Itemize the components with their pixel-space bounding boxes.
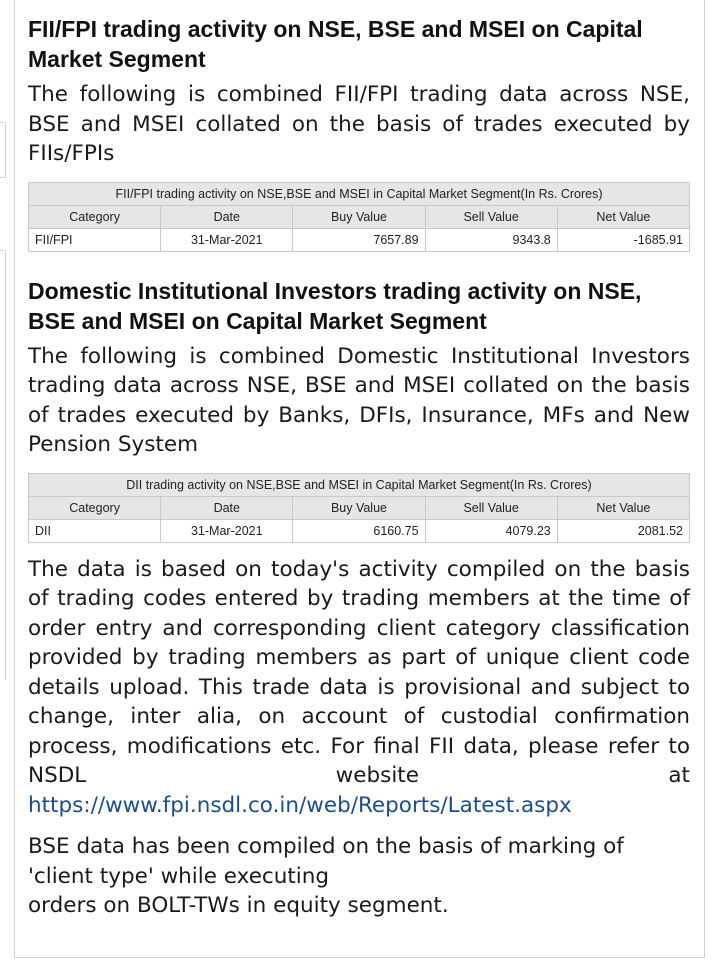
- fii-cell-buy: 7657.89: [293, 228, 425, 251]
- fii-col-net: Net Value: [557, 205, 689, 228]
- dii-col-sell: Sell Value: [425, 496, 557, 519]
- dii-col-buy: Buy Value: [293, 496, 425, 519]
- left-edge-marker: [0, 122, 6, 178]
- dii-table-title: DII trading activity on NSE,BSE and MSEI in Capital Market Segment(In Rs. Crores): [29, 473, 690, 496]
- table-row: [29, 519, 690, 542]
- bse-note: [28, 832, 690, 921]
- fii-cell-date: 31-Mar-2021: [161, 228, 293, 251]
- fii-cell-category: FII/FPI: [29, 228, 161, 251]
- dii-intro: The following is combined Domestic Institutional Investors trading data across NSE, BSE and MSEI collated on the basis of trades executed by Banks, DFIs, Insurance, MFs and New Pension System: [28, 343, 690, 457]
- page-content: [28, 14, 690, 921]
- left-edge-marker-lower: [0, 250, 6, 680]
- dii-table: [28, 473, 690, 543]
- dii-heading: Domestic Institutional Investors trading activity on NSE, BSE and MSEI on Capital Market Segment: [28, 277, 642, 334]
- bse-note-line1: BSE data has been compiled on the basis of marking of 'client type' while executing: [28, 834, 624, 889]
- disclaimer-paragraph: [28, 555, 690, 821]
- dii-col-net: Net Value: [557, 496, 689, 519]
- bse-note-line2: orders on BOLT-TWs in equity segment.: [28, 893, 449, 918]
- fii-heading: FII/FPI trading activity on NSE, BSE and MSEI on Capital Market Segment: [28, 16, 643, 72]
- dii-cell-sell: 4079.23: [425, 519, 557, 542]
- fii-table-title: FII/FPI trading activity on NSE,BSE and MSEI in Capital Market Segment(In Rs. Crores): [29, 182, 690, 205]
- fii-col-category: Category: [29, 205, 161, 228]
- fii-col-buy: Buy Value: [293, 205, 425, 228]
- table-row: [29, 228, 690, 251]
- dii-cell-date: 31-Mar-2021: [161, 519, 293, 542]
- fii-col-date: Date: [161, 205, 293, 228]
- fii-intro: The following is combined FII/FPI trading data across NSE, BSE and MSEI collated on the basis of trades executed by FIIs/FPIs: [28, 82, 690, 166]
- dii-cell-category: DII: [29, 519, 161, 542]
- dii-col-category: Category: [29, 496, 161, 519]
- nsdl-link[interactable]: https://www.fpi.nsdl.co.in/web/Reports/Latest.aspx: [28, 792, 572, 818]
- dii-cell-buy: 6160.75: [293, 519, 425, 542]
- dii-cell-net: 2081.52: [557, 519, 689, 542]
- fii-cell-sell: 9343.8: [425, 228, 557, 251]
- dii-col-date: Date: [161, 496, 293, 519]
- fii-col-sell: Sell Value: [425, 205, 557, 228]
- fii-table: [28, 182, 690, 252]
- fii-cell-net: -1685.91: [557, 228, 689, 251]
- disclaimer-text: The data is based on today's activity compiled on the basis of trading codes entered by trading members at the time of order entry and corresponding client category classification provided by trading members as part of unique client code details upload. This trade data is provisional and subject to change, inter alia, on account of custodial confirmation process, modifications etc. For final FII data, please refer to NSDL website at: [28, 556, 690, 788]
